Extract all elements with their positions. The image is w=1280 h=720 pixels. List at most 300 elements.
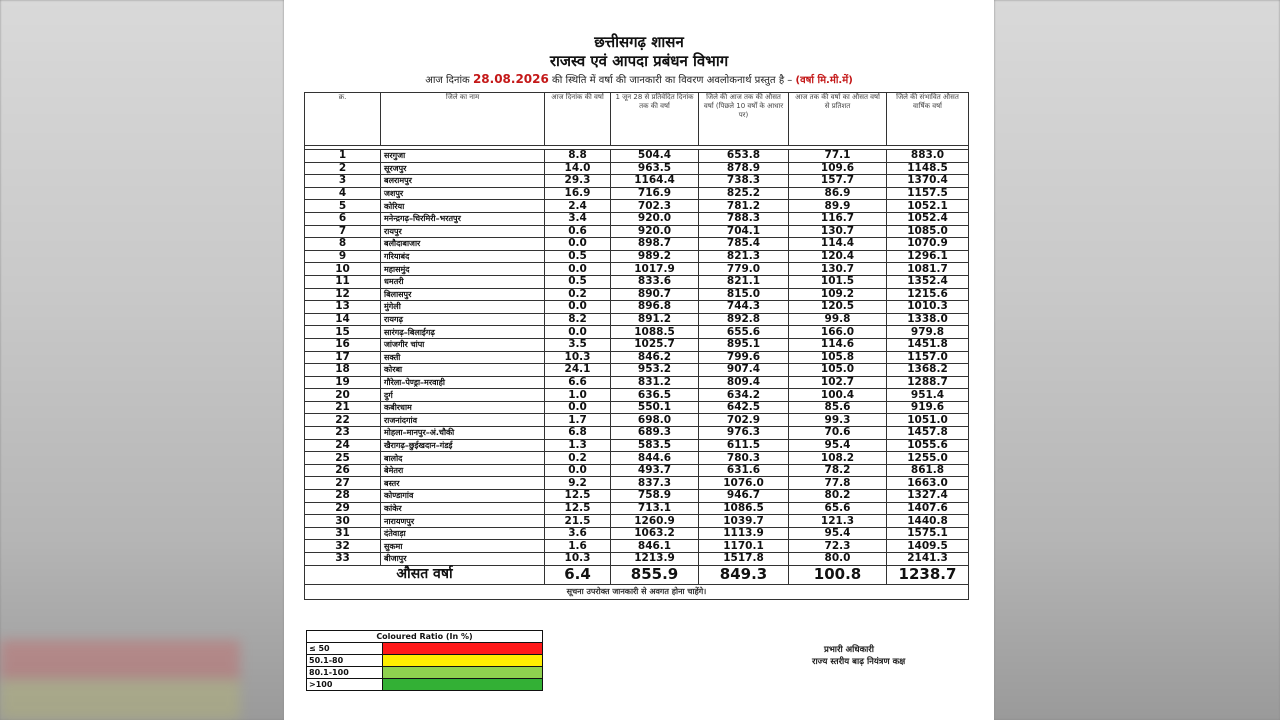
row-district: बस्तर xyxy=(381,477,545,490)
row-average-to-date: 809.4 xyxy=(699,376,789,389)
table-row xyxy=(305,238,969,251)
row-today-rain: 0.6 xyxy=(545,225,611,238)
row-annual-average: 1157.0 xyxy=(887,351,969,364)
row-percent: 114.4 xyxy=(789,238,887,251)
row-today-rain: 10.3 xyxy=(545,553,611,566)
row-today-rain: 0.5 xyxy=(545,250,611,263)
row-percent: 70.6 xyxy=(789,427,887,440)
row-annual-average: 1451.8 xyxy=(887,338,969,351)
row-percent: 120.5 xyxy=(789,301,887,314)
row-percent: 95.4 xyxy=(789,527,887,540)
row-district: सुकमा xyxy=(381,540,545,553)
row-cumulative-rain: 831.2 xyxy=(611,376,699,389)
row-cumulative-rain: 846.2 xyxy=(611,351,699,364)
row-cumulative-rain: 844.6 xyxy=(611,452,699,465)
row-today-rain: 0.2 xyxy=(545,288,611,301)
row-percent: 157.7 xyxy=(789,175,887,188)
row-today-rain: 0.0 xyxy=(545,238,611,251)
row-serial: 11 xyxy=(305,275,381,288)
row-district: रायगढ़ xyxy=(381,313,545,326)
legend-swatch xyxy=(383,679,543,691)
legend-label: ≤ 50 xyxy=(307,643,383,655)
table-row xyxy=(305,263,969,276)
row-average-to-date: 1086.5 xyxy=(699,502,789,515)
row-serial: 25 xyxy=(305,452,381,465)
col-header: जिले की संभावित औसत वार्षिक वर्षा xyxy=(887,93,969,146)
row-cumulative-rain: 583.5 xyxy=(611,439,699,452)
row-district: कांकेर xyxy=(381,502,545,515)
row-percent: 120.4 xyxy=(789,250,887,263)
row-cumulative-rain: 896.8 xyxy=(611,301,699,314)
row-average-to-date: 815.0 xyxy=(699,288,789,301)
row-cumulative-rain: 713.1 xyxy=(611,502,699,515)
row-cumulative-rain: 493.7 xyxy=(611,464,699,477)
row-annual-average: 1440.8 xyxy=(887,515,969,528)
table-row xyxy=(305,250,969,263)
description-prefix: आज दिनांक xyxy=(425,75,470,86)
row-percent: 72.3 xyxy=(789,540,887,553)
row-average-to-date: 653.8 xyxy=(699,150,789,163)
row-district: जांजगीर चांपा xyxy=(381,338,545,351)
row-percent: 130.7 xyxy=(789,225,887,238)
average-percent: 100.8 xyxy=(789,565,887,584)
row-today-rain: 16.9 xyxy=(545,187,611,200)
row-serial: 13 xyxy=(305,301,381,314)
row-average-to-date: 1076.0 xyxy=(699,477,789,490)
row-district: कोण्डागांव xyxy=(381,490,545,503)
row-serial: 8 xyxy=(305,238,381,251)
row-serial: 18 xyxy=(305,364,381,377)
signatory-office: राज्य स्तरीय बाढ़ नियंत्रण कक्ष xyxy=(812,657,906,667)
row-average-to-date: 738.3 xyxy=(699,175,789,188)
table-row xyxy=(305,225,969,238)
row-serial: 1 xyxy=(305,150,381,163)
row-district: गौरेला–पेण्ड्रा–मरवाही xyxy=(381,376,545,389)
row-today-rain: 2.4 xyxy=(545,200,611,213)
table-row xyxy=(305,414,969,427)
row-today-rain: 3.5 xyxy=(545,338,611,351)
row-cumulative-rain: 689.3 xyxy=(611,427,699,440)
table-row xyxy=(305,150,969,163)
table-row xyxy=(305,275,969,288)
row-serial: 14 xyxy=(305,313,381,326)
row-serial: 22 xyxy=(305,414,381,427)
legend-swatch xyxy=(383,667,543,679)
table-row xyxy=(305,313,969,326)
row-serial: 28 xyxy=(305,490,381,503)
row-serial: 30 xyxy=(305,515,381,528)
col-header: 1 जून 28 से प्रतिवेदित दिनांक तक की वर्षा xyxy=(611,93,699,146)
row-annual-average: 919.6 xyxy=(887,401,969,414)
row-annual-average: 2141.3 xyxy=(887,553,969,566)
table-row xyxy=(305,326,969,339)
row-today-rain: 9.2 xyxy=(545,477,611,490)
row-today-rain: 0.5 xyxy=(545,275,611,288)
row-percent: 65.6 xyxy=(789,502,887,515)
row-annual-average: 1407.6 xyxy=(887,502,969,515)
row-serial: 29 xyxy=(305,502,381,515)
row-today-rain: 1.0 xyxy=(545,389,611,402)
government-title: छत्तीसगढ़ शासन xyxy=(594,33,684,51)
legend-swatch xyxy=(383,655,543,667)
row-today-rain: 0.0 xyxy=(545,464,611,477)
legend-item xyxy=(307,643,543,655)
row-district: महासमुंद xyxy=(381,263,545,276)
table-row xyxy=(305,490,969,503)
row-district: धमतरी xyxy=(381,275,545,288)
row-annual-average: 1215.6 xyxy=(887,288,969,301)
row-today-rain: 6.8 xyxy=(545,427,611,440)
row-today-rain: 29.3 xyxy=(545,175,611,188)
row-district: कोरबा xyxy=(381,364,545,377)
table-row xyxy=(305,464,969,477)
note-row xyxy=(305,584,969,599)
row-percent: 102.7 xyxy=(789,376,887,389)
row-today-rain: 12.5 xyxy=(545,490,611,503)
row-percent: 130.7 xyxy=(789,263,887,276)
row-average-to-date: 785.4 xyxy=(699,238,789,251)
row-district: सक्ती xyxy=(381,351,545,364)
legend-swatch xyxy=(383,643,543,655)
row-average-to-date: 642.5 xyxy=(699,401,789,414)
row-average-to-date: 1170.1 xyxy=(699,540,789,553)
row-percent: 105.8 xyxy=(789,351,887,364)
row-serial: 10 xyxy=(305,263,381,276)
row-district: मुंगेली xyxy=(381,301,545,314)
row-today-rain: 1.3 xyxy=(545,439,611,452)
row-percent: 78.2 xyxy=(789,464,887,477)
legend-item xyxy=(307,655,543,667)
row-annual-average: 1288.7 xyxy=(887,376,969,389)
legend-title: Coloured Ratio (In %) xyxy=(307,631,543,643)
row-serial: 15 xyxy=(305,326,381,339)
row-district: खैरागढ़–छुईखदान–गंडई xyxy=(381,439,545,452)
table-row xyxy=(305,439,969,452)
row-annual-average: 1052.1 xyxy=(887,200,969,213)
rainfall-table xyxy=(304,92,969,600)
row-cumulative-rain: 698.0 xyxy=(611,414,699,427)
row-percent: 109.6 xyxy=(789,162,887,175)
row-cumulative-rain: 716.9 xyxy=(611,187,699,200)
row-annual-average: 1255.0 xyxy=(887,452,969,465)
average-annual: 1238.7 xyxy=(887,565,969,584)
row-annual-average: 1052.4 xyxy=(887,212,969,225)
row-district: नारायणपुर xyxy=(381,515,545,528)
row-today-rain: 0.0 xyxy=(545,401,611,414)
row-today-rain: 10.3 xyxy=(545,351,611,364)
row-annual-average: 1663.0 xyxy=(887,477,969,490)
row-average-to-date: 631.6 xyxy=(699,464,789,477)
row-average-to-date: 895.1 xyxy=(699,338,789,351)
row-annual-average: 1081.7 xyxy=(887,263,969,276)
row-serial: 33 xyxy=(305,553,381,566)
row-annual-average: 1055.6 xyxy=(887,439,969,452)
average-row xyxy=(305,565,969,584)
background-blur-patch xyxy=(0,680,240,720)
row-annual-average: 1327.4 xyxy=(887,490,969,503)
row-serial: 17 xyxy=(305,351,381,364)
legend-item xyxy=(307,667,543,679)
average-cumulative: 855.9 xyxy=(611,565,699,584)
row-annual-average: 979.8 xyxy=(887,326,969,339)
col-header: आज दिनांक की वर्षा xyxy=(545,93,611,146)
row-annual-average: 1010.3 xyxy=(887,301,969,314)
row-average-to-date: 821.1 xyxy=(699,275,789,288)
row-annual-average: 951.4 xyxy=(887,389,969,402)
row-cumulative-rain: 702.3 xyxy=(611,200,699,213)
colour-ratio-legend xyxy=(306,630,543,691)
row-district: मनेन्द्रगढ़–चिरमिरी–भरतपुर xyxy=(381,212,545,225)
row-cumulative-rain: 1164.4 xyxy=(611,175,699,188)
row-serial: 24 xyxy=(305,439,381,452)
row-today-rain: 8.8 xyxy=(545,150,611,163)
row-serial: 26 xyxy=(305,464,381,477)
row-percent: 95.4 xyxy=(789,439,887,452)
row-district: कोरिया xyxy=(381,200,545,213)
row-average-to-date: 611.5 xyxy=(699,439,789,452)
row-cumulative-rain: 1088.5 xyxy=(611,326,699,339)
row-district: बेमेतरा xyxy=(381,464,545,477)
table-row xyxy=(305,376,969,389)
row-district: दुर्ग xyxy=(381,389,545,402)
row-serial: 32 xyxy=(305,540,381,553)
row-percent: 121.3 xyxy=(789,515,887,528)
row-cumulative-rain: 837.3 xyxy=(611,477,699,490)
row-district: सूरजपुर xyxy=(381,162,545,175)
row-today-rain: 0.0 xyxy=(545,301,611,314)
row-cumulative-rain: 953.2 xyxy=(611,364,699,377)
average-label: औसत वर्षा xyxy=(305,565,545,584)
department-title: राजस्व एवं आपदा प्रबंधन विभाग xyxy=(549,52,729,70)
col-header: जिले का नाम xyxy=(381,93,545,146)
table-row xyxy=(305,351,969,364)
table-header-row xyxy=(305,93,969,146)
table-row xyxy=(305,301,969,314)
row-district: गरियाबंद xyxy=(381,250,545,263)
note-text: सूचना उपरोक्त जानकारी से अवगत होना चाहेंगे। xyxy=(305,584,969,599)
row-today-rain: 14.0 xyxy=(545,162,611,175)
table-row xyxy=(305,338,969,351)
row-percent: 86.9 xyxy=(789,187,887,200)
table-row xyxy=(305,162,969,175)
row-annual-average: 1070.9 xyxy=(887,238,969,251)
row-serial: 20 xyxy=(305,389,381,402)
row-district: बालोद xyxy=(381,452,545,465)
table-row xyxy=(305,527,969,540)
row-serial: 31 xyxy=(305,527,381,540)
row-today-rain: 0.2 xyxy=(545,452,611,465)
row-average-to-date: 946.7 xyxy=(699,490,789,503)
row-percent: 99.3 xyxy=(789,414,887,427)
row-percent: 80.2 xyxy=(789,490,887,503)
row-serial: 2 xyxy=(305,162,381,175)
row-annual-average: 1148.5 xyxy=(887,162,969,175)
row-annual-average: 1457.8 xyxy=(887,427,969,440)
row-percent: 101.5 xyxy=(789,275,887,288)
row-annual-average: 1085.0 xyxy=(887,225,969,238)
row-cumulative-rain: 504.4 xyxy=(611,150,699,163)
legend-item xyxy=(307,679,543,691)
row-annual-average: 1051.0 xyxy=(887,414,969,427)
row-cumulative-rain: 920.0 xyxy=(611,212,699,225)
average-today: 6.4 xyxy=(545,565,611,584)
legend-label: 80.1-100 xyxy=(307,667,383,679)
row-serial: 16 xyxy=(305,338,381,351)
row-percent: 105.0 xyxy=(789,364,887,377)
row-cumulative-rain: 758.9 xyxy=(611,490,699,503)
row-average-to-date: 634.2 xyxy=(699,389,789,402)
row-annual-average: 1296.1 xyxy=(887,250,969,263)
row-cumulative-rain: 550.1 xyxy=(611,401,699,414)
table-row xyxy=(305,175,969,188)
row-average-to-date: 744.3 xyxy=(699,301,789,314)
row-cumulative-rain: 846.1 xyxy=(611,540,699,553)
legend-label: >100 xyxy=(307,679,383,691)
row-district: सरगुजा xyxy=(381,150,545,163)
row-cumulative-rain: 1025.7 xyxy=(611,338,699,351)
table-row xyxy=(305,364,969,377)
row-district: बलरामपुर xyxy=(381,175,545,188)
row-serial: 5 xyxy=(305,200,381,213)
row-average-to-date: 1517.8 xyxy=(699,553,789,566)
legend-label: 50.1-80 xyxy=(307,655,383,667)
row-annual-average: 1338.0 xyxy=(887,313,969,326)
row-cumulative-rain: 989.2 xyxy=(611,250,699,263)
row-district: जशपुर xyxy=(381,187,545,200)
table-row xyxy=(305,553,969,566)
row-average-to-date: 976.3 xyxy=(699,427,789,440)
row-serial: 21 xyxy=(305,401,381,414)
signatory-title: प्रभारी अधिकारी xyxy=(824,645,874,655)
table-row xyxy=(305,288,969,301)
row-average-to-date: 1113.9 xyxy=(699,527,789,540)
row-average-to-date: 655.6 xyxy=(699,326,789,339)
background-left xyxy=(0,0,284,720)
col-header: जिले की आज तक की औसत वर्षा (पिछले 10 वर्षों के आधार पर) xyxy=(699,93,789,146)
average-to-date: 849.3 xyxy=(699,565,789,584)
row-today-rain: 8.2 xyxy=(545,313,611,326)
row-serial: 4 xyxy=(305,187,381,200)
row-percent: 166.0 xyxy=(789,326,887,339)
row-cumulative-rain: 891.2 xyxy=(611,313,699,326)
row-average-to-date: 821.3 xyxy=(699,250,789,263)
row-district: बीजापुर xyxy=(381,553,545,566)
row-average-to-date: 907.4 xyxy=(699,364,789,377)
description-text: की स्थिति में वर्षा की जानकारी का विवरण अवलोकनार्थ प्रस्तुत है – xyxy=(552,75,793,86)
table-row xyxy=(305,200,969,213)
row-average-to-date: 702.9 xyxy=(699,414,789,427)
row-annual-average: 1368.2 xyxy=(887,364,969,377)
row-annual-average: 1409.5 xyxy=(887,540,969,553)
row-average-to-date: 780.3 xyxy=(699,452,789,465)
row-serial: 6 xyxy=(305,212,381,225)
row-cumulative-rain: 636.5 xyxy=(611,389,699,402)
row-today-rain: 3.4 xyxy=(545,212,611,225)
row-average-to-date: 704.1 xyxy=(699,225,789,238)
row-today-rain: 24.1 xyxy=(545,364,611,377)
row-serial: 19 xyxy=(305,376,381,389)
row-district: सारंगढ़–बिलाईगढ़ xyxy=(381,326,545,339)
row-cumulative-rain: 1260.9 xyxy=(611,515,699,528)
row-percent: 80.0 xyxy=(789,553,887,566)
row-annual-average: 1157.5 xyxy=(887,187,969,200)
row-cumulative-rain: 833.6 xyxy=(611,275,699,288)
row-average-to-date: 892.8 xyxy=(699,313,789,326)
row-today-rain: 0.0 xyxy=(545,263,611,276)
row-percent: 109.2 xyxy=(789,288,887,301)
row-district: राजनांदगांव xyxy=(381,414,545,427)
row-district: मोहला–मानपुर–अं.चौकी xyxy=(381,427,545,440)
row-average-to-date: 779.0 xyxy=(699,263,789,276)
row-percent: 100.4 xyxy=(789,389,887,402)
row-annual-average: 883.0 xyxy=(887,150,969,163)
row-average-to-date: 878.9 xyxy=(699,162,789,175)
row-today-rain: 1.6 xyxy=(545,540,611,553)
row-average-to-date: 788.3 xyxy=(699,212,789,225)
row-serial: 12 xyxy=(305,288,381,301)
table-row xyxy=(305,540,969,553)
row-district: दंतेवाड़ा xyxy=(381,527,545,540)
row-cumulative-rain: 890.7 xyxy=(611,288,699,301)
table-row xyxy=(305,427,969,440)
row-cumulative-rain: 920.0 xyxy=(611,225,699,238)
row-today-rain: 1.7 xyxy=(545,414,611,427)
table-row xyxy=(305,212,969,225)
row-annual-average: 1352.4 xyxy=(887,275,969,288)
row-district: रायपुर xyxy=(381,225,545,238)
background-blur-patch xyxy=(0,640,240,680)
row-today-rain: 3.6 xyxy=(545,527,611,540)
row-average-to-date: 1039.7 xyxy=(699,515,789,528)
row-cumulative-rain: 898.7 xyxy=(611,238,699,251)
table-row xyxy=(305,389,969,402)
row-percent: 77.1 xyxy=(789,150,887,163)
report-description xyxy=(284,72,994,86)
row-serial: 27 xyxy=(305,477,381,490)
row-today-rain: 0.0 xyxy=(545,326,611,339)
table-row xyxy=(305,401,969,414)
table-row xyxy=(305,452,969,465)
rainfall-report-document xyxy=(284,0,994,720)
table-row xyxy=(305,187,969,200)
row-percent: 89.9 xyxy=(789,200,887,213)
row-cumulative-rain: 1213.9 xyxy=(611,553,699,566)
row-district: बलौदाबाजार xyxy=(381,238,545,251)
report-date: 28.08.2026 xyxy=(472,72,549,86)
row-percent: 77.8 xyxy=(789,477,887,490)
row-today-rain: 6.6 xyxy=(545,376,611,389)
row-average-to-date: 799.6 xyxy=(699,351,789,364)
table-row xyxy=(305,502,969,515)
row-percent: 99.8 xyxy=(789,313,887,326)
col-header: आज तक की वर्षा का औसत वर्षा से प्रतिशत xyxy=(789,93,887,146)
row-percent: 116.7 xyxy=(789,212,887,225)
row-annual-average: 1370.4 xyxy=(887,175,969,188)
row-serial: 3 xyxy=(305,175,381,188)
col-header: क्र. xyxy=(305,93,381,146)
row-today-rain: 21.5 xyxy=(545,515,611,528)
row-serial: 9 xyxy=(305,250,381,263)
table-row xyxy=(305,477,969,490)
row-percent: 114.6 xyxy=(789,338,887,351)
row-serial: 23 xyxy=(305,427,381,440)
unit-label: (वर्षा मि.मी.में) xyxy=(795,75,853,86)
row-average-to-date: 825.2 xyxy=(699,187,789,200)
row-serial: 7 xyxy=(305,225,381,238)
row-cumulative-rain: 1063.2 xyxy=(611,527,699,540)
background-right xyxy=(994,0,1280,720)
row-percent: 108.2 xyxy=(789,452,887,465)
